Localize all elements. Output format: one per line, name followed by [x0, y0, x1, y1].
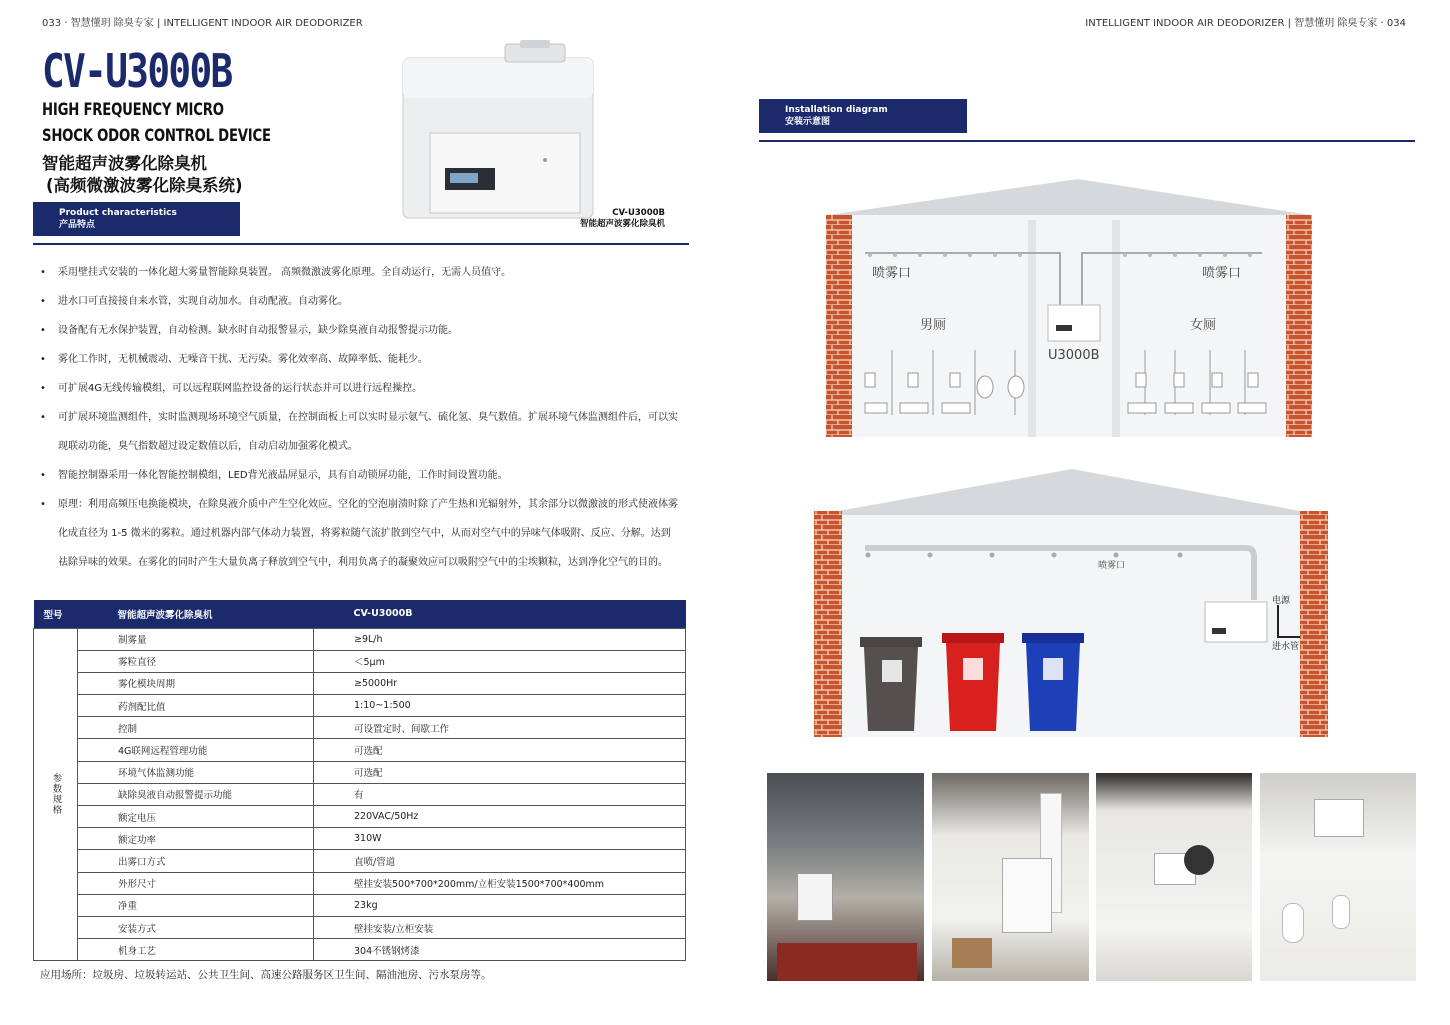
spec-row — [34, 628, 686, 650]
features-tag-en: Product characteristics — [59, 208, 177, 218]
spec-param: 环境气体监测功能 — [78, 761, 314, 783]
product-model: CV-U3000B — [42, 44, 232, 98]
spec-param: 雾化模块周期 — [78, 672, 314, 694]
spray-label: 喷雾口 — [1098, 561, 1126, 571]
brick-wall-left — [826, 215, 852, 437]
spec-table-header — [34, 600, 686, 628]
brick-wall-right — [1286, 215, 1312, 437]
spec-param: 净重 — [78, 894, 314, 916]
spec-value: ≥5000Hr — [314, 672, 686, 694]
spec-row — [34, 717, 686, 739]
spec-param: 缺除臭液自动报警提示功能 — [78, 783, 314, 805]
product-en-line1: HIGH FREQUENCY MICRO — [42, 100, 224, 120]
red-bin — [942, 633, 1004, 731]
spray-label-left: 喷雾口 — [872, 266, 912, 281]
product-caption — [560, 208, 665, 230]
spec-row — [34, 695, 686, 717]
feature-item: • 雾化工作时，无机械震动、无噪音干扰、无污染。雾化效率高、故障率低、能耗少。 — [38, 345, 678, 374]
feature-item: • 原理：利用高频压电换能模块，在除臭液介质中产生空化效应。空化的空泡崩溃时除了产生热和光辐射外，其余部分以微激波的形式使液体雾化成直径为 1-5 微米的雾粒。通过机器内部气体动力装置，将雾粒随气流扩散到空气中，从而对空气中的异味气体吸附、反应、分解。达到祛除异味的效果。在雾化的同时产生大量负离子释放到空气中，利用负离子的凝聚效应可以吸附空气中的尘埃颗粒，达到净化空气的目的。 — [38, 490, 678, 577]
spec-value: 可选配 — [314, 761, 686, 783]
spec-param: 外形尺寸 — [78, 872, 314, 894]
spec-value: 310W — [314, 828, 686, 850]
brick-wall-left — [814, 511, 842, 737]
spec-row — [34, 894, 686, 916]
feature-item: • 采用壁挂式安装的一体化超大雾量智能除臭装置。 高频微激波雾化原理。全自动运行，无需人员值守。 — [38, 258, 678, 287]
spec-param: 安装方式 — [78, 916, 314, 938]
spec-value: 304不锈钢烤漆 — [314, 939, 686, 961]
spec-value: 有 — [314, 783, 686, 805]
spec-param: 制雾量 — [78, 628, 314, 650]
grey-bin — [860, 637, 922, 731]
device-box — [1048, 305, 1100, 341]
spec-param: 额定功率 — [78, 828, 314, 850]
spec-param: 出雾口方式 — [78, 850, 314, 872]
spec-row — [34, 672, 686, 694]
product-image — [395, 38, 605, 228]
device-label: U3000B — [1048, 348, 1100, 363]
spec-value: 直喷/管道 — [314, 850, 686, 872]
usage-text: 应用场所：垃圾房、垃圾转运站、公共卫生间、高速公路服务区卫生间、隔油池房、污水泵房等。 — [40, 969, 492, 981]
feature-item: • 设备配有无水保护装置，自动检测。缺水时自动报警显示，缺少除臭液自动报警提示功能。 — [38, 316, 678, 345]
female-label: 女厕 — [1190, 318, 1217, 333]
spec-param: 机身工艺 — [78, 939, 314, 961]
blue-bin — [1022, 633, 1084, 731]
spec-value: 壁挂安装/立柜安装 — [314, 916, 686, 938]
spec-param: 雾粒直径 — [78, 650, 314, 672]
spec-side-label: 参数规格 — [34, 628, 78, 961]
spec-value: 可选配 — [314, 739, 686, 761]
garbage-room-diagram — [810, 465, 1330, 745]
spec-header-name: 智能超声波雾化除臭机 — [78, 600, 314, 628]
restroom-diagram — [820, 175, 1320, 445]
spec-param: 控制 — [78, 717, 314, 739]
install-tag-cn: 安装示意图 — [785, 117, 831, 127]
spec-value: 1:10~1:500 — [314, 695, 686, 717]
spec-param: 4G联网远程管理功能 — [78, 739, 314, 761]
page-header-left: 033 · 智慧懂玥 除臭专家 | INTELLIGENT INDOOR AIR DEODORIZER — [42, 18, 363, 29]
spec-row — [34, 650, 686, 672]
product-caption-model: CV-U3000B — [612, 208, 665, 218]
spec-param: 额定电压 — [78, 806, 314, 828]
install-photo-2 — [932, 773, 1089, 981]
feature-item: • 可扩展环境监测组件，实时监测现场环境空气质量，在控制面板上可以实时显示氨气、硫化氢、臭气数值。扩展环境气体监测组件后，可以实现联动功能，臭气指数超过设定数值以后，自动启动加强雾化模式。 — [38, 403, 678, 461]
install-divider — [759, 140, 1415, 142]
features-divider — [33, 243, 689, 245]
spec-row — [34, 939, 686, 961]
features-tag — [33, 202, 240, 236]
spec-row — [34, 739, 686, 761]
spec-row — [34, 828, 686, 850]
spec-row — [34, 806, 686, 828]
product-caption-name: 智能超声波雾化除臭机 — [579, 219, 665, 229]
install-tag-en: Installation diagram — [785, 105, 888, 115]
roof — [816, 469, 1322, 515]
install-photo-4 — [1260, 773, 1416, 981]
spec-value: 23kg — [314, 894, 686, 916]
install-tag — [759, 99, 967, 133]
spec-table — [33, 600, 686, 961]
spec-row — [34, 850, 686, 872]
feature-item: • 进水口可直接接自来水管，实现自动加水。自动配液。自动雾化。 — [38, 287, 678, 316]
spec-value: 可设置定时、间歇工作 — [314, 717, 686, 739]
product-cn-line1: 智能超声波雾化除臭机 — [42, 154, 207, 173]
product-cn-line2: (高频微激波雾化除臭系统) — [46, 176, 243, 195]
features-list — [38, 258, 678, 577]
product-en-line2: SHOCK ODOR CONTROL DEVICE — [42, 126, 271, 146]
install-photo-3 — [1096, 773, 1252, 981]
power-label: 电源 — [1272, 596, 1291, 606]
device-box — [1205, 602, 1267, 642]
spec-param: 药剂配比值 — [78, 695, 314, 717]
spec-row — [34, 872, 686, 894]
spec-row — [34, 761, 686, 783]
spec-value: 220VAC/50Hz — [314, 806, 686, 828]
spec-row — [34, 916, 686, 938]
features-tag-cn: 产品特点 — [59, 220, 96, 230]
spray-label-right: 喷雾口 — [1202, 266, 1242, 281]
spec-value: 壁挂安装500*700*200mm/立柜安装1500*700*400mm — [314, 872, 686, 894]
spec-row — [34, 783, 686, 805]
feature-item: • 智能控制器采用一体化智能控制模组，LED背光液晶屏显示，具有自动锁屏功能，工作时间设置功能。 — [38, 461, 678, 490]
inlet-label: 进水管 — [1272, 642, 1300, 652]
page-header-right: INTELLIGENT INDOOR AIR DEODORIZER | 智慧懂玥 除臭专家 · 034 — [1085, 18, 1406, 29]
male-label: 男厕 — [920, 318, 947, 333]
install-photo-1 — [767, 773, 924, 981]
spec-header-model: CV-U3000B — [314, 600, 686, 628]
roof — [828, 179, 1310, 215]
spec-value: ＜5μm — [314, 650, 686, 672]
spec-header-type: 型号 — [34, 600, 78, 628]
spec-value: ≥9L/h — [314, 628, 686, 650]
brick-wall-right — [1300, 511, 1328, 737]
feature-item: • 可扩展4G无线传输模组，可以远程联网监控设备的运行状态并可以进行远程操控。 — [38, 374, 678, 403]
